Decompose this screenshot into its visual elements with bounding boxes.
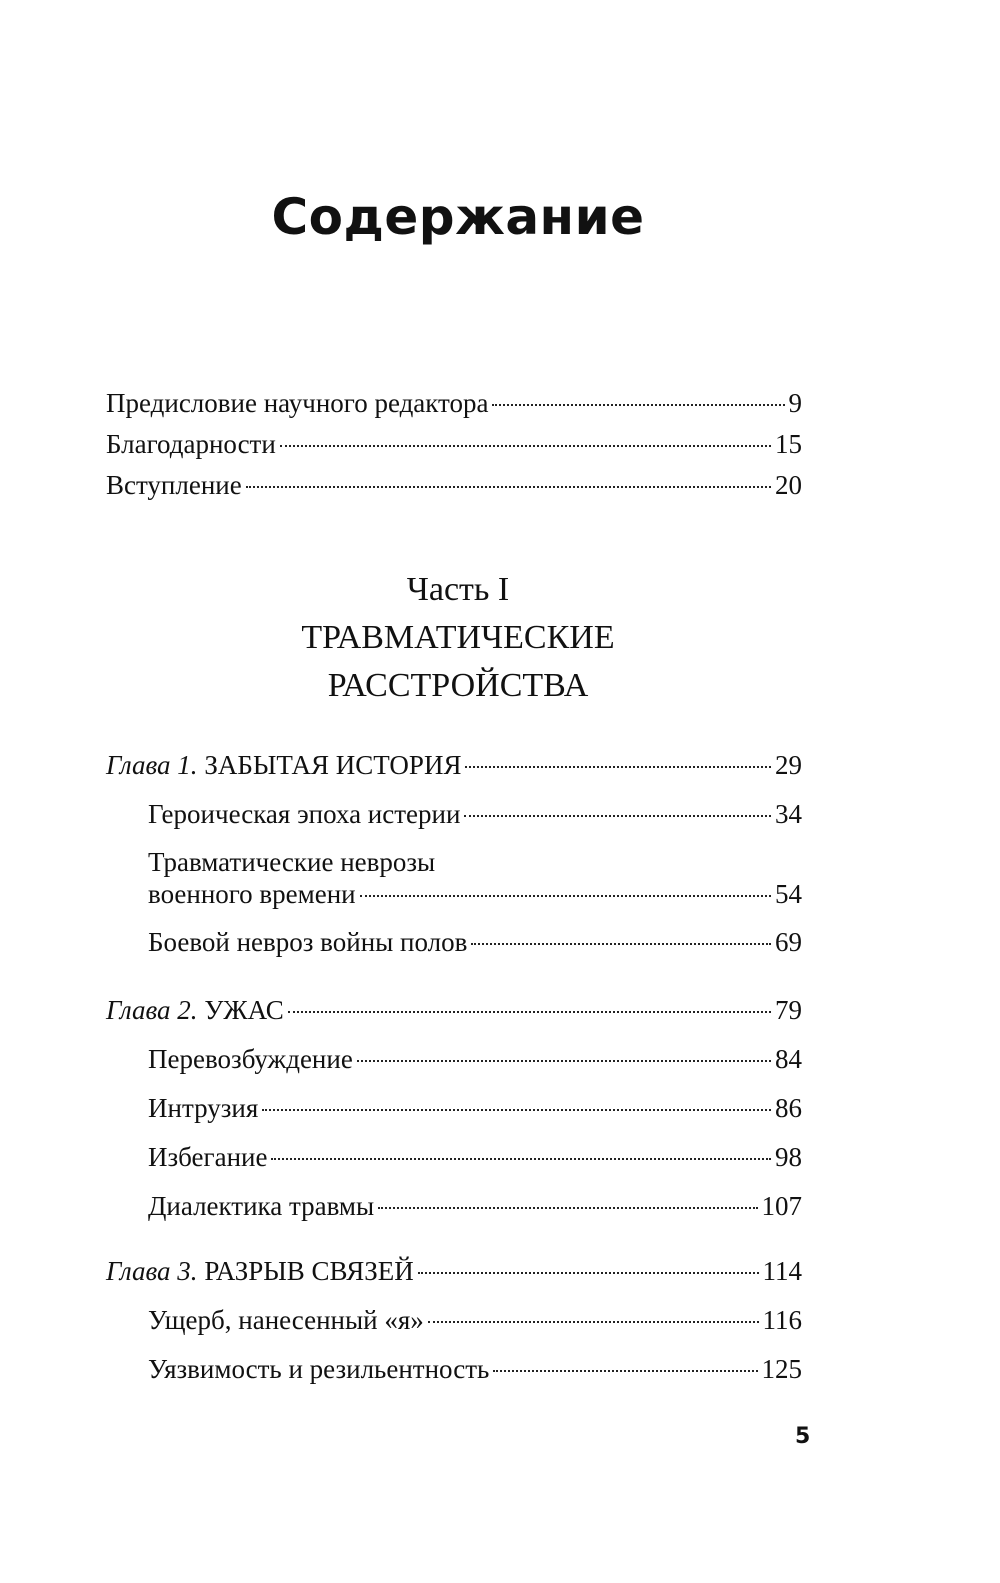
toc-chapter-3[interactable] (106, 1254, 802, 1288)
dot-leader (280, 445, 771, 447)
toc-entry-page: 9 (788, 388, 802, 418)
chapter-title: РАЗРЫВ СВЯЗЕЙ (204, 1256, 414, 1286)
dot-leader (246, 486, 771, 488)
toc-entry-label: Избегание (148, 1142, 268, 1172)
toc-entry-label: Вступление (106, 470, 242, 500)
toc-chapter-label (106, 748, 465, 782)
toc-section[interactable] (106, 1091, 802, 1125)
toc-entry-page: 114 (762, 1256, 802, 1286)
chapter-title: УЖАС (204, 995, 284, 1025)
dot-leader (428, 1321, 759, 1323)
chapter-prefix: Глава 3. (106, 1256, 198, 1286)
chapter-2-block (106, 993, 802, 1223)
toc-chapter-1[interactable] (106, 748, 802, 782)
toc-entry-page: 54 (775, 879, 802, 909)
dot-leader (492, 404, 784, 406)
dot-leader (471, 943, 771, 945)
toc-entry-page: 84 (775, 1044, 802, 1074)
toc-entry-page: 69 (775, 927, 802, 957)
dot-leader (418, 1272, 759, 1274)
toc-section[interactable] (106, 1140, 802, 1174)
toc-entry-page: 79 (775, 995, 802, 1025)
toc-entry-label: Уязвимость и резильентность (148, 1354, 490, 1384)
toc-chapter-label (106, 1254, 418, 1288)
part-title-line1: ТРАВМАТИЧЕСКИЕ (301, 619, 615, 656)
toc-entry-page: 116 (762, 1305, 802, 1335)
toc-entry-label: Диалектика травмы (148, 1191, 375, 1221)
toc-entry-page: 107 (761, 1191, 802, 1221)
toc-entry-page: 20 (775, 470, 802, 500)
page-number: 5 (795, 1424, 811, 1449)
toc-section-line2 (106, 878, 802, 910)
front-matter-list (106, 386, 802, 502)
chapter-3-block (106, 1254, 802, 1386)
dot-leader (493, 1370, 757, 1372)
toc-section[interactable] (106, 1189, 802, 1223)
dot-leader (360, 895, 771, 897)
toc-entry-page: 86 (775, 1093, 802, 1123)
toc-entry-page: 98 (775, 1142, 802, 1172)
toc-section[interactable] (106, 1352, 802, 1386)
toc-entry-label: Интрузия (148, 1093, 259, 1123)
part-heading (0, 566, 916, 710)
toc-entry-label: Предисловие научного редактора (106, 388, 489, 418)
toc-section[interactable] (106, 1042, 802, 1076)
toc-entry-page: 15 (775, 429, 802, 459)
toc-entry-label: Героическая эпоха истерии (148, 799, 461, 829)
toc-section-multiline[interactable] (106, 846, 802, 910)
chapter-1-block (106, 748, 802, 959)
toc-entry-label: Боевой невроз войны полов (148, 927, 468, 957)
chapter-title: ЗАБЫТАЯ ИСТОРИЯ (204, 750, 462, 780)
toc-entry-label-line2: военного времени (148, 879, 356, 909)
toc-entry-page: 34 (775, 799, 802, 829)
part-number: Часть I (406, 571, 510, 608)
toc-entry-acknowledgements[interactable] (106, 427, 802, 461)
chapter-prefix: Глава 1. (106, 750, 198, 780)
dot-leader (357, 1060, 771, 1062)
toc-section[interactable] (106, 797, 802, 831)
toc-entry-label: Перевозбуждение (148, 1044, 353, 1074)
dot-leader (465, 766, 771, 768)
toc-entry-preface[interactable] (106, 386, 802, 420)
dot-leader (378, 1207, 757, 1209)
dot-leader (271, 1158, 771, 1160)
toc-entry-page: 29 (775, 750, 802, 780)
toc-entry-label-line1: Травматические неврозы (148, 847, 436, 877)
chapter-prefix: Глава 2. (106, 995, 198, 1025)
toc-chapter-label (106, 993, 288, 1027)
dot-leader (464, 815, 771, 817)
toc-entry-label: Благодарности (106, 429, 276, 459)
dot-leader (262, 1109, 771, 1111)
dot-leader (288, 1011, 771, 1013)
toc-section[interactable] (106, 925, 802, 959)
toc-chapter-2[interactable] (106, 993, 802, 1027)
page-title: Содержание (271, 188, 645, 246)
toc-section[interactable] (106, 1303, 802, 1337)
toc-entry-introduction[interactable] (106, 468, 802, 502)
part-title-line2: РАССТРОЙСТВА (327, 667, 589, 704)
toc-entry-page: 125 (761, 1354, 802, 1384)
toc-entry-label: Ущерб, нанесенный «я» (148, 1305, 424, 1335)
